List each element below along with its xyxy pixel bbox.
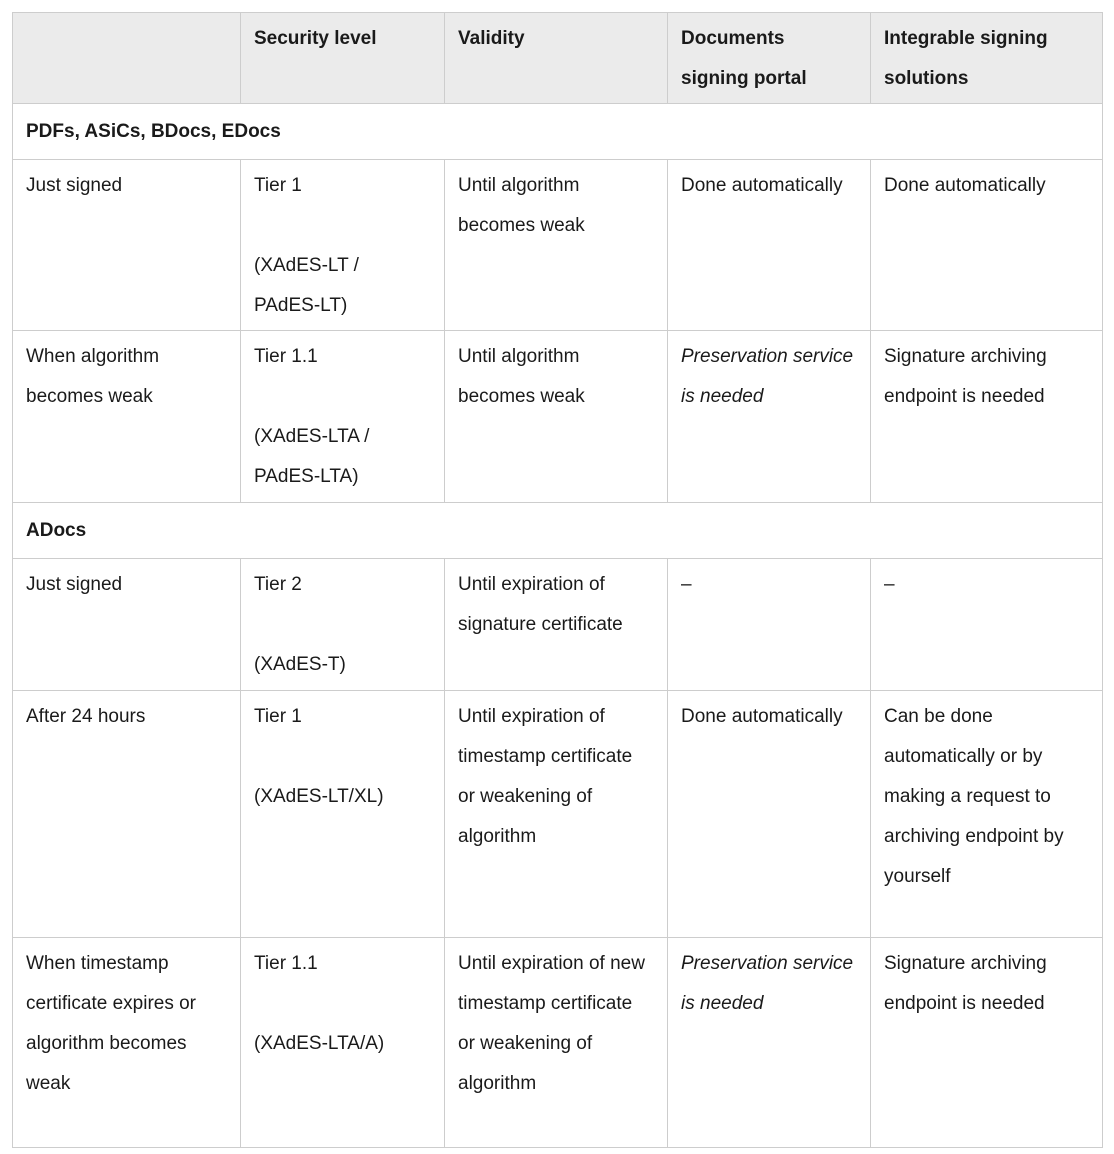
section-row-adocs <box>13 503 1103 559</box>
table-cell <box>668 559 871 691</box>
cell-text: Tier 1.1 <box>254 953 318 974</box>
cell-text: Tier 2 <box>254 574 302 595</box>
column-header-security-level: Security level <box>241 13 445 104</box>
cell-text: Tier 1.1 <box>254 346 318 367</box>
cell-text: – <box>884 574 895 595</box>
section-row-pdfs-asics-bdocs-edocs <box>13 104 1103 160</box>
cell-text: Done automatically <box>681 706 843 727</box>
column-header-empty <box>13 13 241 104</box>
table-row <box>13 160 1103 331</box>
table-cell <box>445 691 668 938</box>
cell-text: (XAdES-LT/XL) <box>254 786 384 807</box>
table-cell <box>445 938 668 1148</box>
cell-text: Signature archiving endpoint is needed <box>884 953 1047 1014</box>
cell-text: Signature archiving endpoint is needed <box>884 346 1047 407</box>
table-cell <box>241 938 445 1148</box>
cell-text: Until expiration of timestamp certificate or weakening of algorithm <box>458 706 633 847</box>
table-row <box>13 938 1103 1148</box>
cell-text: (XAdES-LTA/A) <box>254 1033 385 1054</box>
table-cell <box>13 691 241 938</box>
cell-text: (XAdES-LTA / PAdES-LTA) <box>254 426 370 487</box>
cell-text: Done automatically <box>681 175 843 196</box>
section-title: ADocs <box>13 503 1103 559</box>
cell-text: Preservation service is needed <box>681 346 854 407</box>
table-row <box>13 331 1103 503</box>
table-cell <box>241 331 445 503</box>
cell-text: (XAdES-LT / PAdES-LT) <box>254 255 359 316</box>
section-title: PDFs, ASiCs, BDocs, EDocs <box>13 104 1103 160</box>
cell-text: Until algorithm becomes weak <box>458 175 585 236</box>
cell-text: Just signed <box>26 175 123 196</box>
cell-text: Preservation service is needed <box>681 953 854 1014</box>
table-cell <box>668 938 871 1148</box>
table-cell <box>668 691 871 938</box>
cell-text: After 24 hours <box>26 706 146 727</box>
table-cell <box>241 691 445 938</box>
table-cell <box>871 691 1103 938</box>
cell-text: Until expiration of signature certificate <box>458 574 623 635</box>
table-row <box>13 559 1103 691</box>
table-cell <box>871 331 1103 503</box>
security-levels-table <box>12 12 1103 1148</box>
table-cell <box>668 160 871 331</box>
column-header-documents-signing-portal: Documents signing portal <box>668 13 871 104</box>
table-cell <box>445 331 668 503</box>
table-cell <box>445 160 668 331</box>
column-header-integrable-signing-solutions: Integrable signing solutions <box>871 13 1103 104</box>
table-cell <box>241 160 445 331</box>
cell-text: Until algorithm becomes weak <box>458 346 585 407</box>
cell-text: When timestamp certificate expires or algorithm becomes weak <box>26 953 197 1094</box>
table-cell <box>13 331 241 503</box>
cell-text: Until expiration of new timestamp certificate or weakening of algorithm <box>458 953 645 1094</box>
table-row <box>13 691 1103 938</box>
table-cell <box>668 331 871 503</box>
table-cell <box>871 559 1103 691</box>
cell-text: – <box>681 574 692 595</box>
table-cell <box>13 160 241 331</box>
table-cell <box>871 938 1103 1148</box>
cell-text: When algorithm becomes weak <box>26 346 160 407</box>
table-cell <box>445 559 668 691</box>
table-cell <box>13 938 241 1148</box>
cell-text: Can be done automatically or by making a request to archiving endpoint by yourself <box>884 706 1064 887</box>
cell-text: Tier 1 <box>254 175 302 196</box>
table-cell <box>13 559 241 691</box>
cell-text: Done automatically <box>884 175 1046 196</box>
column-header-validity: Validity <box>445 13 668 104</box>
header-row <box>13 13 1103 104</box>
cell-text: Just signed <box>26 574 123 595</box>
table-cell <box>241 559 445 691</box>
cell-text: Tier 1 <box>254 706 302 727</box>
table-cell <box>871 160 1103 331</box>
cell-text: (XAdES-T) <box>254 654 346 675</box>
